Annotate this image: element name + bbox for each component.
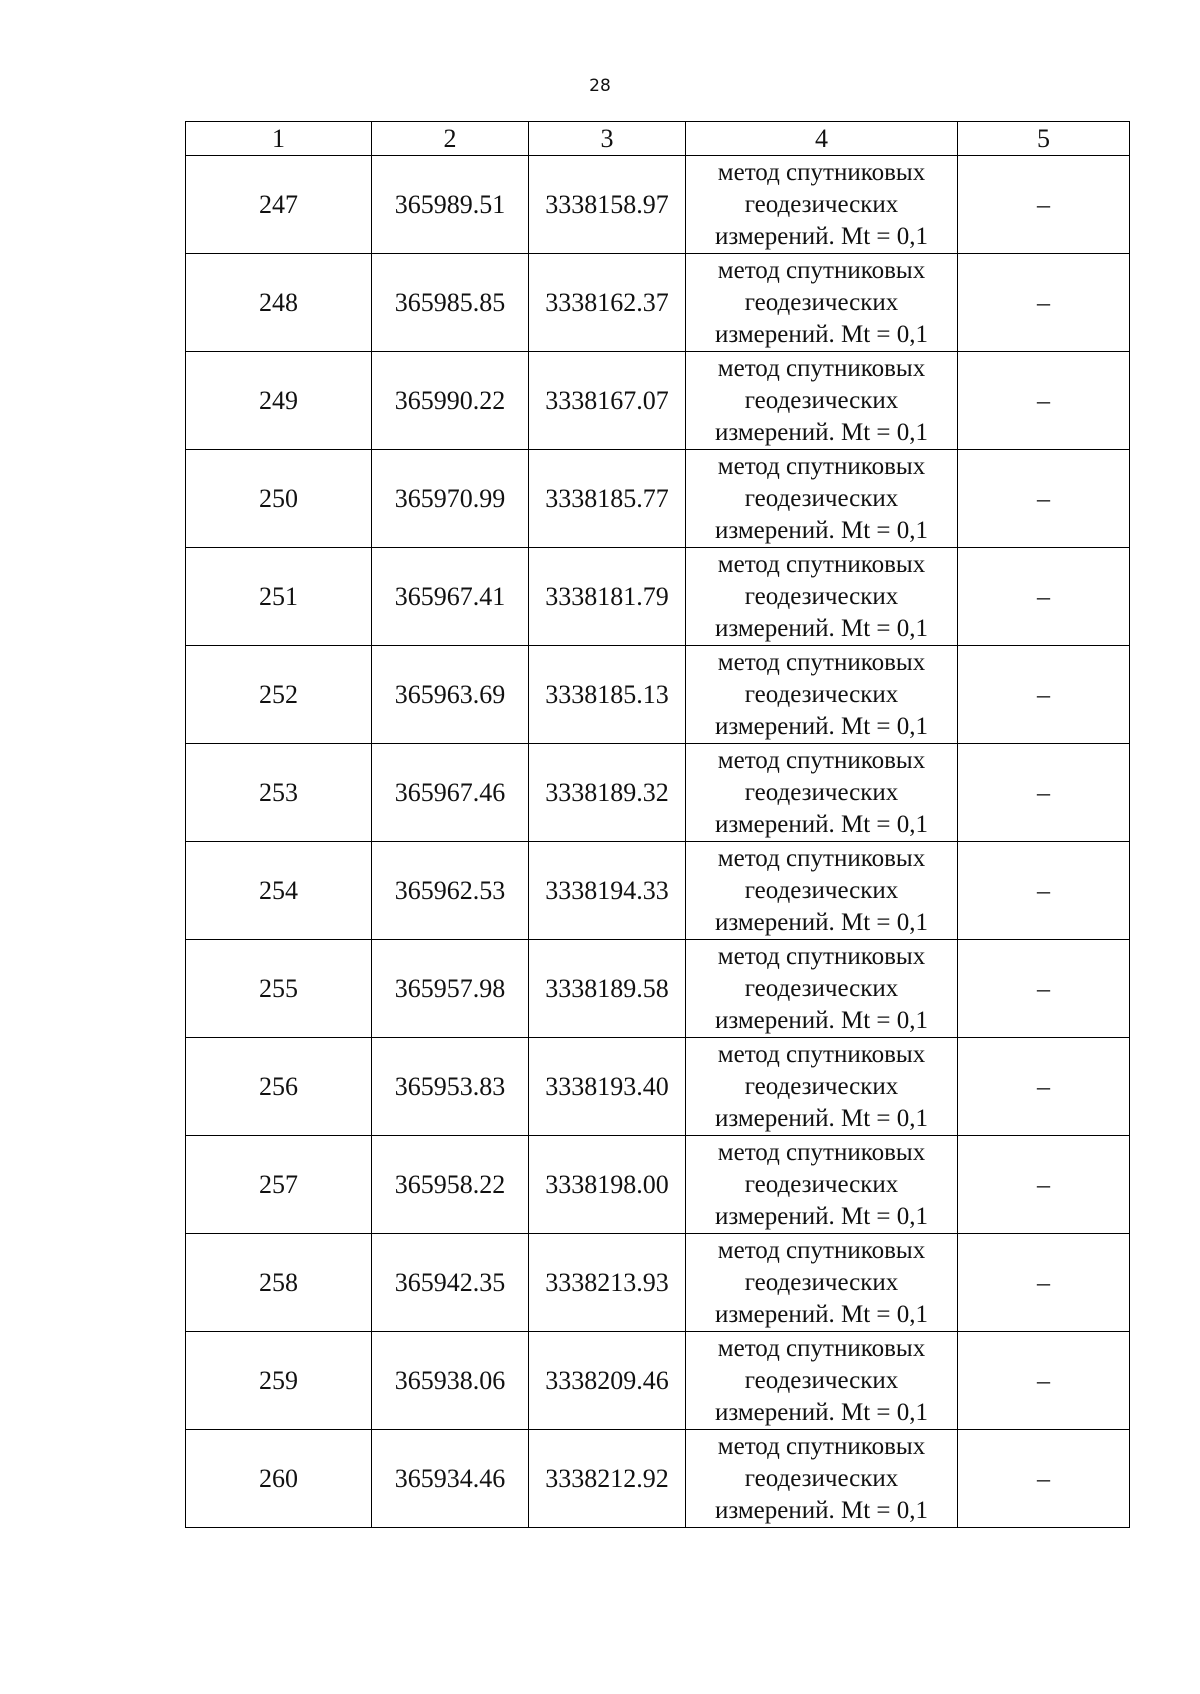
y-coordinate-cell: 3338162.37 [529,254,686,352]
method-cell [686,1234,958,1332]
method-line: метод спутниковых [717,1334,926,1362]
note-cell: – [958,1136,1130,1234]
point-number-cell: 251 [186,548,372,646]
method-line: метод спутниковых [717,1138,926,1166]
note-cell: – [958,548,1130,646]
y-coordinate-cell: 3338185.13 [529,646,686,744]
method-cell [686,450,958,548]
y-coordinate-cell: 3338158.97 [529,156,686,254]
note-cell: – [958,646,1130,744]
method-line: геодезических [744,386,899,414]
method-cell [686,156,958,254]
x-coordinate-cell: 365990.22 [372,352,529,450]
note-cell: – [958,1038,1130,1136]
note-cell: – [958,1332,1130,1430]
table-row [186,744,1130,842]
method-cell [686,1038,958,1136]
method-line: измерений. Mt = 0,1 [714,222,929,250]
method-line: геодезических [744,1170,899,1198]
y-coordinate-cell: 3338181.79 [529,548,686,646]
column-header-1: 1 [186,122,372,156]
table-row [186,548,1130,646]
table-row [186,156,1130,254]
table-row [186,1332,1130,1430]
method-line: измерений. Mt = 0,1 [714,908,929,936]
point-number-cell: 257 [186,1136,372,1234]
method-line: измерений. Mt = 0,1 [714,1496,929,1524]
column-header-5: 5 [958,122,1130,156]
coordinates-table [185,121,1130,1528]
x-coordinate-cell: 365963.69 [372,646,529,744]
table-header-row [186,122,1130,156]
table-row [186,1234,1130,1332]
method-line: измерений. Mt = 0,1 [714,516,929,544]
table-row [186,646,1130,744]
method-line: метод спутниковых [717,158,926,186]
table-row [186,254,1130,352]
method-line: метод спутниковых [717,844,926,872]
point-number-cell: 249 [186,352,372,450]
method-line: геодезических [744,1464,899,1492]
method-line: геодезических [744,974,899,1002]
page-number: 28 [589,76,611,96]
y-coordinate-cell: 3338185.77 [529,450,686,548]
method-line: геодезических [744,288,899,316]
point-number-cell: 250 [186,450,372,548]
method-cell [686,1430,958,1528]
column-header-3: 3 [529,122,686,156]
method-line: измерений. Mt = 0,1 [714,1398,929,1426]
method-line: измерений. Mt = 0,1 [714,614,929,642]
table-row [186,450,1130,548]
method-line: измерений. Mt = 0,1 [714,810,929,838]
method-cell [686,842,958,940]
method-cell [686,254,958,352]
y-coordinate-cell: 3338167.07 [529,352,686,450]
note-cell: – [958,254,1130,352]
method-line: геодезических [744,1072,899,1100]
method-line: измерений. Mt = 0,1 [714,1202,929,1230]
method-line: метод спутниковых [717,942,926,970]
method-cell [686,646,958,744]
y-coordinate-cell: 3338189.58 [529,940,686,1038]
table-row [186,1430,1130,1528]
note-cell: – [958,156,1130,254]
method-line: геодезических [744,582,899,610]
method-cell [686,352,958,450]
point-number-cell: 247 [186,156,372,254]
y-coordinate-cell: 3338212.92 [529,1430,686,1528]
x-coordinate-cell: 365934.46 [372,1430,529,1528]
note-cell: – [958,744,1130,842]
point-number-cell: 256 [186,1038,372,1136]
column-header-2: 2 [372,122,529,156]
note-cell: – [958,1430,1130,1528]
table-row [186,352,1130,450]
y-coordinate-cell: 3338194.33 [529,842,686,940]
method-line: метод спутниковых [717,550,926,578]
note-cell: – [958,352,1130,450]
method-line: метод спутниковых [717,452,926,480]
method-cell [686,1136,958,1234]
method-line: метод спутниковых [717,1040,926,1068]
x-coordinate-cell: 365942.35 [372,1234,529,1332]
method-line: метод спутниковых [717,1432,926,1460]
note-cell: – [958,450,1130,548]
note-cell: – [958,940,1130,1038]
x-coordinate-cell: 365958.22 [372,1136,529,1234]
y-coordinate-cell: 3338193.40 [529,1038,686,1136]
y-coordinate-cell: 3338209.46 [529,1332,686,1430]
table-row [186,1136,1130,1234]
point-number-cell: 259 [186,1332,372,1430]
point-number-cell: 258 [186,1234,372,1332]
x-coordinate-cell: 365967.46 [372,744,529,842]
method-cell [686,1332,958,1430]
method-line: метод спутниковых [717,256,926,284]
x-coordinate-cell: 365953.83 [372,1038,529,1136]
method-cell [686,940,958,1038]
note-cell: – [958,1234,1130,1332]
point-number-cell: 260 [186,1430,372,1528]
point-number-cell: 253 [186,744,372,842]
x-coordinate-cell: 365989.51 [372,156,529,254]
x-coordinate-cell: 365962.53 [372,842,529,940]
method-line: метод спутниковых [717,1236,926,1264]
y-coordinate-cell: 3338213.93 [529,1234,686,1332]
table-row [186,940,1130,1038]
table-row [186,842,1130,940]
method-line: геодезических [744,778,899,806]
method-line: метод спутниковых [717,746,926,774]
x-coordinate-cell: 365938.06 [372,1332,529,1430]
method-line: геодезических [744,484,899,512]
method-line: измерений. Mt = 0,1 [714,1104,929,1132]
x-coordinate-cell: 365957.98 [372,940,529,1038]
table-body [186,156,1130,1528]
x-coordinate-cell: 365985.85 [372,254,529,352]
method-line: метод спутниковых [717,354,926,382]
method-line: измерений. Mt = 0,1 [714,418,929,446]
y-coordinate-cell: 3338189.32 [529,744,686,842]
method-line: геодезических [744,190,899,218]
table-row [186,1038,1130,1136]
point-number-cell: 255 [186,940,372,1038]
x-coordinate-cell: 365970.99 [372,450,529,548]
method-line: метод спутниковых [717,648,926,676]
method-line: измерений. Mt = 0,1 [714,320,929,348]
method-cell [686,548,958,646]
point-number-cell: 252 [186,646,372,744]
point-number-cell: 248 [186,254,372,352]
method-line: измерений. Mt = 0,1 [714,712,929,740]
method-line: измерений. Mt = 0,1 [714,1300,929,1328]
point-number-cell: 254 [186,842,372,940]
method-cell [686,744,958,842]
method-line: геодезических [744,680,899,708]
x-coordinate-cell: 365967.41 [372,548,529,646]
method-line: измерений. Mt = 0,1 [714,1006,929,1034]
note-cell: – [958,842,1130,940]
method-line: геодезических [744,1366,899,1394]
method-line: геодезических [744,876,899,904]
column-header-4: 4 [686,122,958,156]
method-line: геодезических [744,1268,899,1296]
y-coordinate-cell: 3338198.00 [529,1136,686,1234]
